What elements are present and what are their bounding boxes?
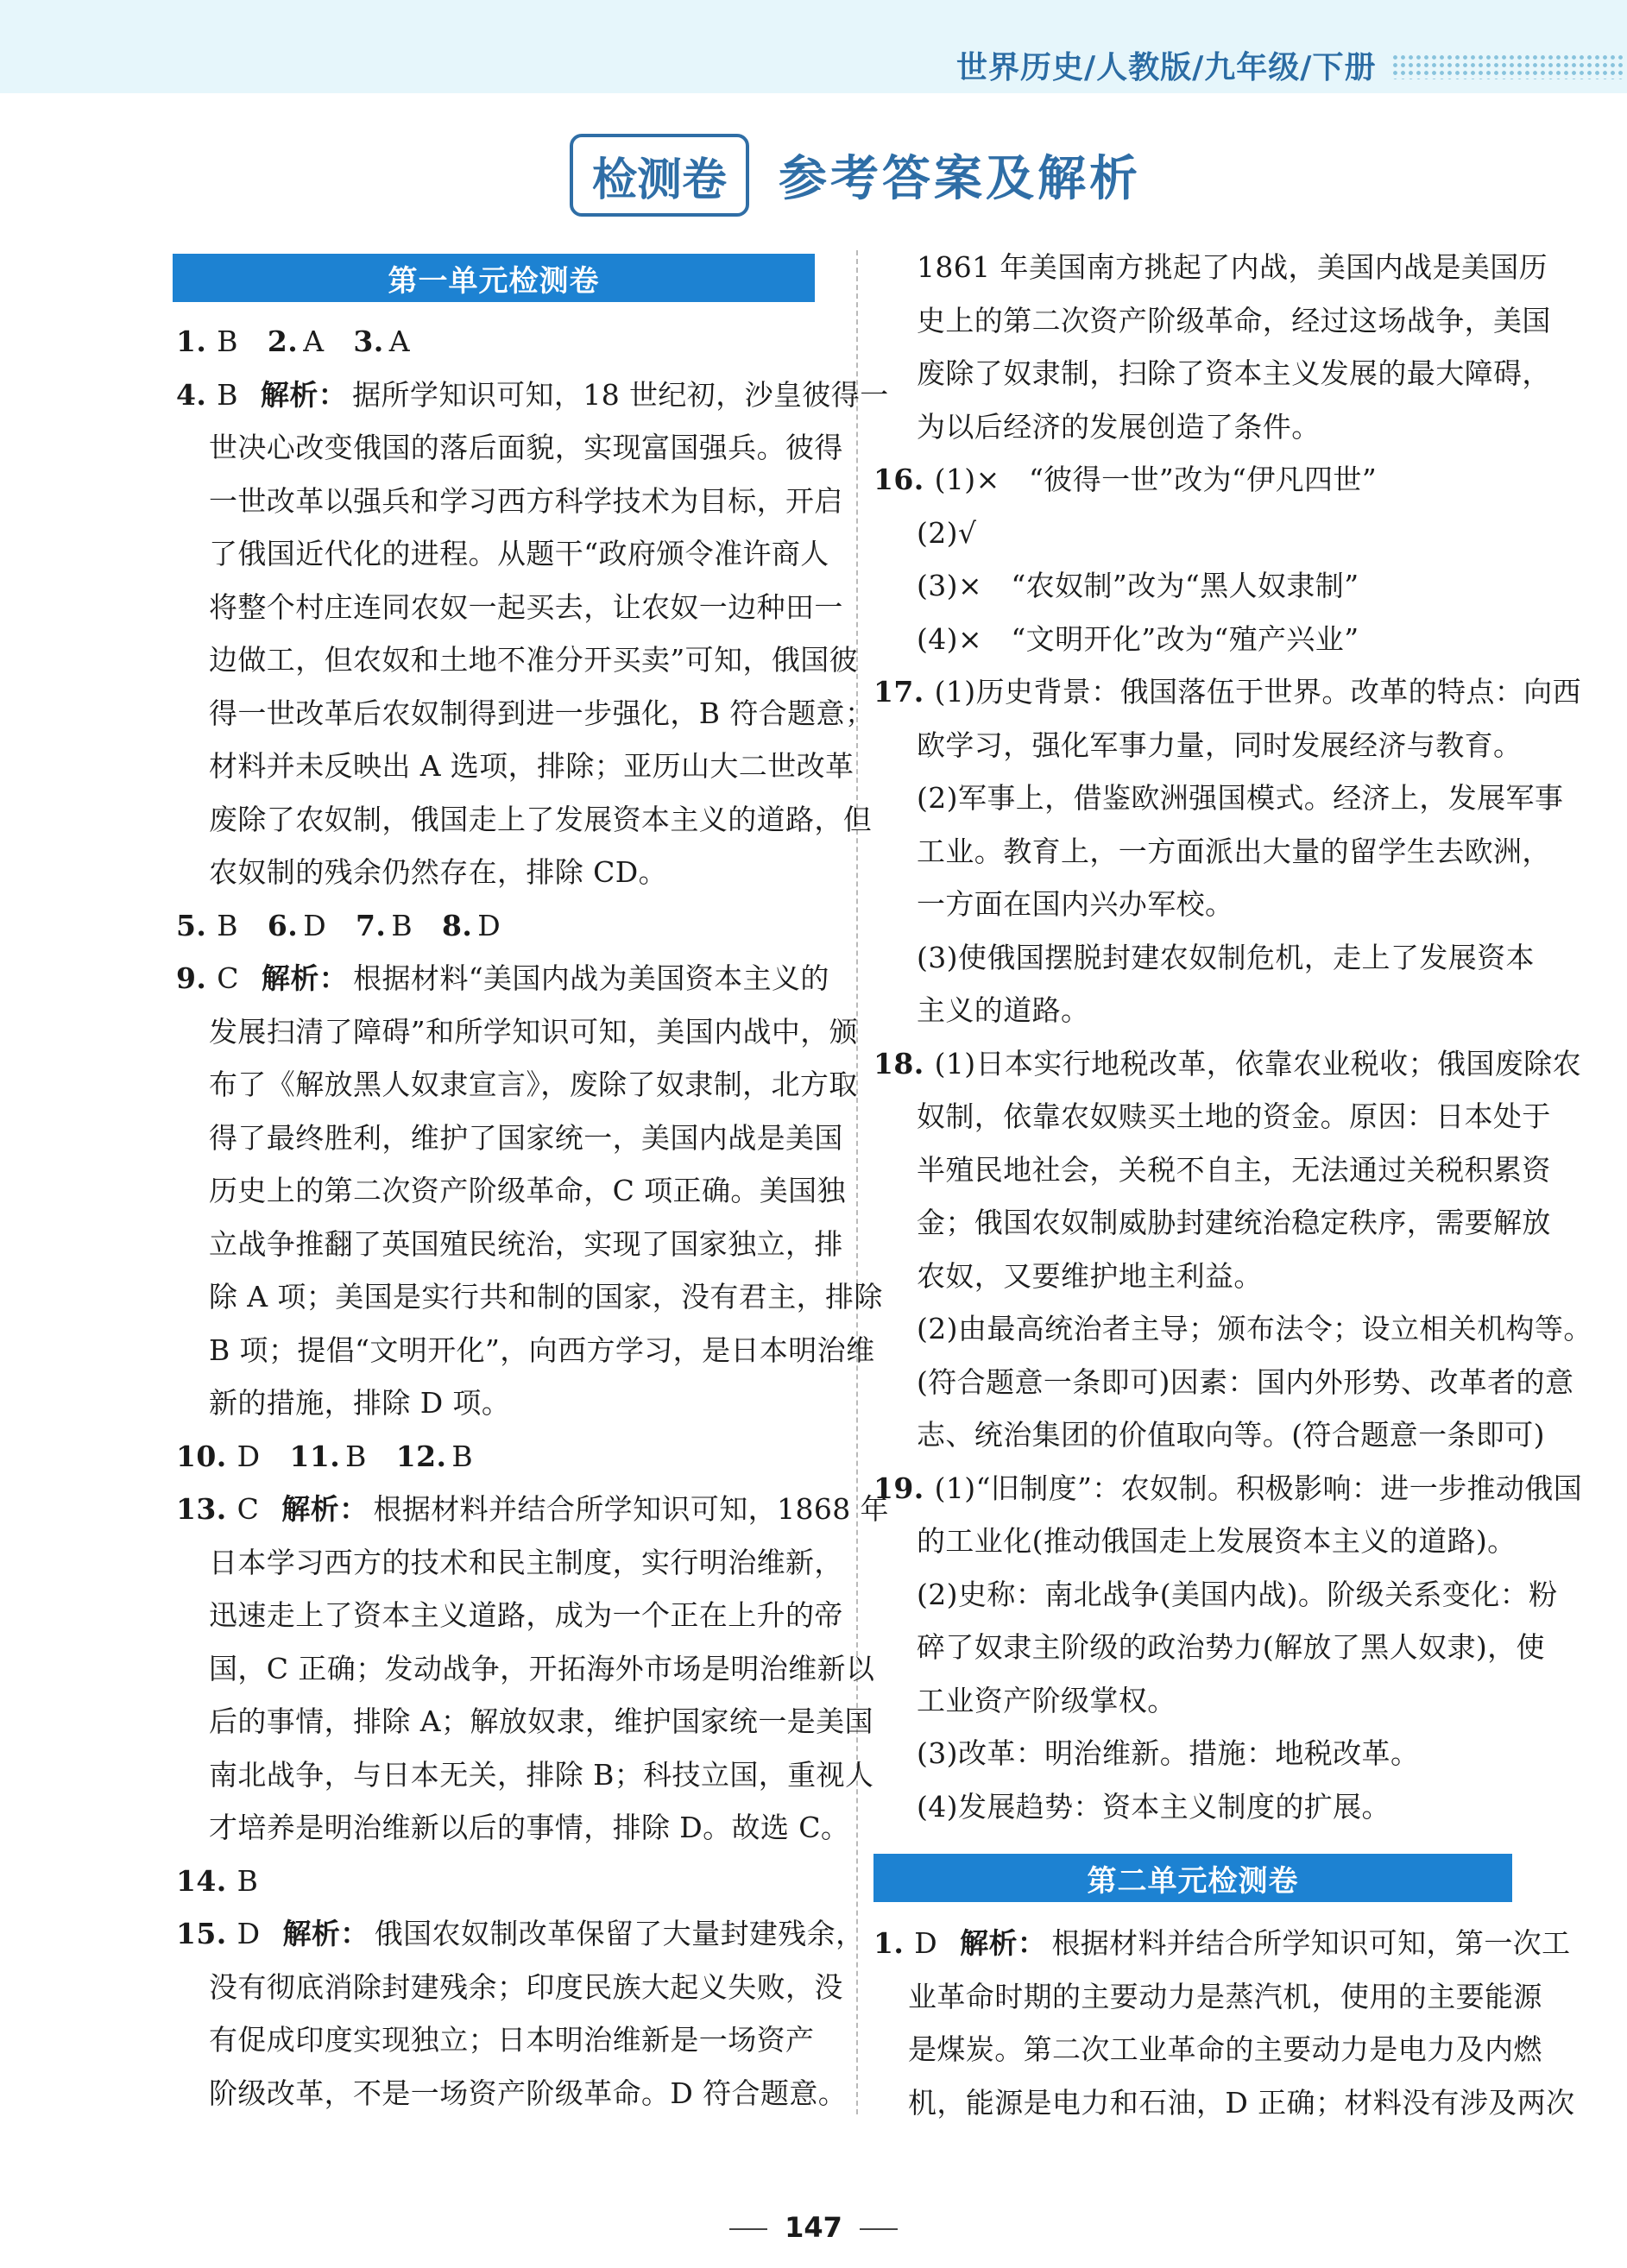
answer-line — [873, 1037, 1581, 1091]
answer-line: 是煤炭。第二次工业革命的主要动力是电力及内燃 — [908, 2032, 1542, 2066]
answer-line: (2)军事上，借鉴欧洲强国模式。经济上，发展军事 — [917, 781, 1564, 815]
answer-line: 日本学习西方的技术和民主制度，实行明治维新， — [209, 1545, 843, 1579]
title-box-label: 检测卷 — [570, 134, 749, 217]
question-number: 10. — [176, 1439, 227, 1473]
answer-line: (2)由最高统治者主导；颁布法令；设立相关机构等。 — [917, 1312, 1592, 1345]
answer-line: (2)√ — [917, 515, 977, 550]
answer-text: B — [236, 1863, 259, 1898]
answer-line: 欧学习，强化军事力量，同时发展经济与教育。 — [917, 728, 1523, 762]
answer-text: C — [236, 1492, 260, 1526]
answer-line: 后的事情，排除 A；解放奴隶，维护国家统一是美国 — [209, 1704, 873, 1738]
answer-line: 了俄国近代化的进程。从题干“政府颁令准许商人 — [209, 537, 829, 570]
answer-line: 农奴，又要维护地主利益。 — [917, 1258, 1263, 1293]
header-band — [0, 0, 1627, 93]
question-number: 12. — [395, 1439, 447, 1473]
answer-line: 史上的第二次资产阶级革命，经过这场战争，美国 — [917, 303, 1551, 337]
answer-text: B — [217, 908, 238, 942]
question-number: 4. — [176, 377, 207, 412]
answer-line: 南北战争，与日本无关，排除 B；科技立国，重视人 — [209, 1757, 874, 1792]
question-number: 1. — [873, 1926, 905, 1960]
title-main: 参考答案及解析 — [779, 151, 1142, 207]
page-number — [0, 2211, 1627, 2244]
answer-line: (4)× “文明开化”改为“殖产兴业” — [917, 621, 1359, 656]
answer-line: 工业资产阶级掌权。 — [917, 1683, 1176, 1717]
analysis-label: 解析： — [281, 1492, 369, 1526]
answer-line — [176, 1855, 258, 1908]
answer-line: (2)史称：南北战争(美国内战)。阶级关系变化：粉 — [917, 1577, 1558, 1611]
answer-line — [873, 1917, 1571, 1970]
answer-line: 废除了农奴制，俄国走上了发展资本主义的道路，但 — [209, 802, 873, 836]
answer-line: 业革命时期的主要动力是蒸汽机，使用的主要能源 — [908, 1979, 1542, 2013]
question-number: 18. — [873, 1046, 924, 1080]
answer-text: D — [236, 1439, 261, 1473]
answer-line: (3)改革：明治维新。措施：地税改革。 — [917, 1736, 1420, 1770]
answer-line: (符合题意一条即可)因素：国内外形势、改革者的意 — [917, 1364, 1574, 1399]
answer-text: B — [217, 324, 238, 358]
analysis-label: 解析： — [260, 377, 348, 412]
answer-text: (1)日本实行地税改革，依靠农业税收；俄国废除农 — [934, 1046, 1581, 1080]
question-number: 11. — [289, 1439, 341, 1473]
answer-line — [176, 1430, 473, 1484]
answer-text: D — [236, 1917, 261, 1950]
question-number: 17. — [873, 675, 924, 709]
answer-line: 才培养是明治维新以后的事情，排除 D。故选 C。 — [209, 1811, 850, 1844]
answer-line: 将整个村庄连同农奴一起买去，让农奴一边种田一 — [209, 589, 843, 624]
answer-line: 国，C 正确；发动战争，开拓海外市场是明治维新以 — [209, 1651, 875, 1685]
answer-line: 1861 年美国南方挑起了内战，美国内战是美国历 — [917, 250, 1548, 284]
answer-line — [176, 315, 410, 369]
question-number: 14. — [176, 1863, 227, 1898]
answer-text: A — [388, 324, 410, 358]
analysis-label: 解析： — [282, 1917, 369, 1950]
answer-line: 阶级改革，不是一场资产阶级革命。D 符合题意。 — [209, 2076, 848, 2110]
answer-line: 迅速走上了资本主义道路，成为一个正在上升的帝 — [209, 1598, 843, 1632]
analysis-label: 解析： — [261, 961, 349, 995]
answer-line — [176, 369, 889, 422]
column-divider — [856, 250, 858, 2114]
answer-line: 奴制，依靠农奴赎买土地的资金。原因：日本处于 — [917, 1099, 1551, 1133]
question-number: 15. — [176, 1917, 227, 1950]
question-number: 6. — [267, 908, 299, 942]
answer-line — [873, 665, 1581, 719]
answer-line: 主义的道路。 — [917, 993, 1090, 1027]
answer-line: 有促成印度实现独立；日本明治维新是一场资产 — [209, 2023, 815, 2057]
answer-text: 俄国农奴制改革保留了大量封建残余， — [374, 1917, 865, 1950]
answer-line: (4)发展趋势：资本主义制度的扩展。 — [917, 1789, 1391, 1824]
answer-line — [176, 952, 829, 1005]
answer-line: 一世改革以强兵和学习西方科学技术为目标，开启 — [209, 483, 843, 518]
page-number-text: 147 — [785, 2211, 842, 2244]
page-title — [570, 131, 1141, 219]
answer-line: 工业。教育上，一方面派出大量的留学生去欧洲， — [917, 834, 1551, 868]
answer-text: D — [303, 908, 327, 942]
answer-line: 历史上的第二次资产阶级革命，C 项正确。美国独 — [209, 1174, 846, 1207]
answer-line — [176, 1483, 889, 1536]
answer-line: 为以后经济的发展创造了条件。 — [917, 409, 1321, 444]
answer-line: 布了《解放黑人奴隶宣言》，废除了奴隶制，北方取 — [209, 1068, 858, 1101]
answer-text: (1)历史背景：俄国落伍于世界。改革的特点：向西 — [934, 675, 1581, 709]
answer-line — [873, 453, 1377, 507]
answer-line: 新的措施，排除 D 项。 — [209, 1386, 511, 1420]
answer-line: 除 A 项；美国是实行共和制的国家，没有君主，排除 — [209, 1280, 883, 1314]
book-title: 世界历史/人教版/九年级/下册 — [956, 50, 1377, 85]
question-number: 8. — [441, 908, 473, 942]
answer-text: B — [451, 1439, 474, 1473]
analysis-label: 解析： — [960, 1926, 1047, 1960]
answer-line: 农奴制的残余仍然存在，排除 CD。 — [209, 855, 667, 889]
answer-text: 根据材料并结合所学知识可知，第一次工 — [1051, 1926, 1571, 1960]
section-header-unit1: 第一单元检测卷 — [173, 254, 815, 302]
answer-line — [873, 1462, 1582, 1515]
question-number: 5. — [176, 908, 207, 942]
answer-line: 边做工，但农奴和土地不准分开买卖”可知，俄国彼 — [209, 643, 859, 677]
answer-line: 一方面在国内兴办军校。 — [917, 887, 1234, 921]
question-number: 16. — [873, 463, 924, 496]
answer-text: A — [303, 324, 325, 358]
answer-text: 据所学知识可知，18 世纪初，沙皇彼得一 — [352, 377, 889, 412]
answer-line — [176, 899, 501, 953]
answer-line: 没有彻底消除封建残余；印度民族大起义失败，没 — [209, 1969, 843, 2004]
section-header-unit2: 第二单元检测卷 — [873, 1854, 1512, 1902]
answer-text: D — [477, 908, 501, 942]
question-number: 7. — [356, 908, 387, 942]
answer-line: 金；俄国农奴制威胁封建统治稳定秩序，需要解放 — [917, 1206, 1551, 1239]
answer-line: 的工业化(推动俄国走上发展资本主义的道路)。 — [917, 1524, 1517, 1558]
answer-line: 材料并未反映出 A 选项，排除；亚历山大二世改革 — [209, 749, 854, 783]
answer-line: 废除了奴隶制，扫除了资本主义发展的最大障碍， — [917, 356, 1551, 390]
answer-line: (3)使俄国摆脱封建农奴制危机，走上了发展资本 — [917, 940, 1535, 974]
answer-line: 志、统治集团的价值取向等。(符合题意一条即可) — [917, 1418, 1545, 1452]
question-number: 1. — [176, 324, 207, 358]
answer-text: D — [914, 1926, 938, 1960]
answer-text: B — [391, 908, 413, 942]
question-number: 3. — [353, 324, 384, 358]
answer-line: 得一世改革后农奴制得到进一步强化，B 符合题意； — [209, 696, 874, 730]
answer-text: C — [217, 961, 239, 995]
answer-line: B 项；提倡“文明开化”，向西方学习，是日本明治维 — [209, 1332, 875, 1367]
answer-text: B — [217, 377, 238, 412]
question-number: 19. — [873, 1471, 924, 1505]
answer-line: 得了最终胜利，维护了国家统一，美国内战是美国 — [209, 1120, 843, 1155]
answer-line: 碎了奴隶主阶级的政治势力(解放了黑人奴隶)，使 — [917, 1630, 1545, 1664]
header-dot-pattern — [1391, 54, 1623, 79]
answer-line: 半殖民地社会，关税不自主，无法通过关税积累资 — [917, 1152, 1551, 1187]
answer-text: 根据材料并结合所学知识可知，1868 年 — [373, 1492, 889, 1526]
answer-line: 机，能源是电力和石油，D 正确；材料没有涉及两次 — [908, 2085, 1575, 2120]
answer-line: 世决心改变俄国的落后面貌，实现富国强兵。彼得 — [209, 431, 843, 464]
answer-text: (1)“旧制度”：农奴制。积极影响：进一步推动俄国 — [934, 1471, 1583, 1505]
question-number: 13. — [176, 1492, 227, 1526]
answer-line — [176, 1907, 865, 1961]
answer-text: (1)× “彼得一世”改为“伊凡四世” — [934, 463, 1378, 496]
answer-line: 立战争推翻了英国殖民统治，实现了国家独立，排 — [209, 1226, 843, 1261]
answer-text: B — [345, 1439, 367, 1473]
question-number: 9. — [176, 961, 207, 995]
answer-text: 根据材料“美国内战为美国资本主义的 — [353, 961, 829, 995]
answer-line: 发展扫清了障碍”和所学知识可知，美国内战中，颁 — [209, 1014, 859, 1049]
answer-line: (3)× “农奴制”改为“黑人奴隶制” — [917, 569, 1359, 602]
question-number: 2. — [267, 324, 299, 358]
